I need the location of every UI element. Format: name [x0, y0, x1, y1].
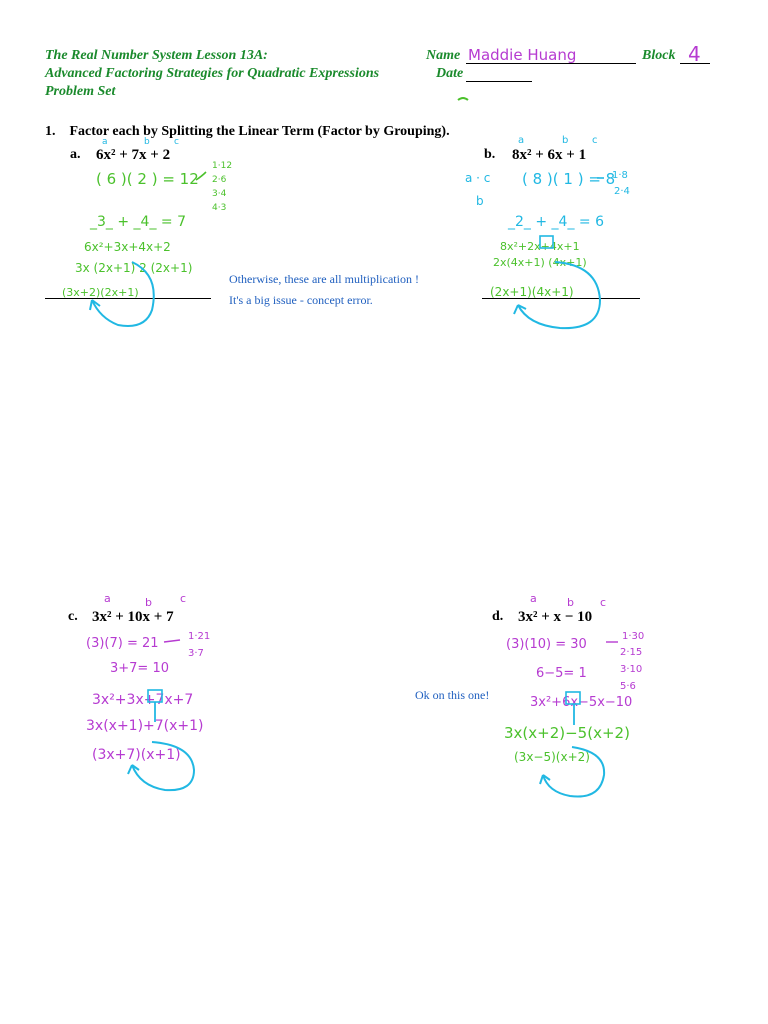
box-c: [148, 690, 162, 702]
part-b-abc-c: c: [592, 135, 598, 146]
name-value: Maddie Huang: [468, 46, 577, 64]
part-c-abc-b: b: [145, 596, 152, 609]
part-a-label: a.: [70, 147, 81, 162]
loop-arrow-c: [132, 742, 194, 790]
part-a-pair-1: 1·12: [212, 161, 233, 171]
part-c-product: (3)(7) = 21: [86, 636, 159, 651]
part-d-pair-4: 5·6: [620, 681, 636, 692]
part-b-note-b: b: [476, 194, 484, 208]
part-c-step1: 3x²+3x+7x+7: [92, 692, 194, 708]
part-b-note-ac: a · c: [465, 171, 491, 185]
part-c-step2: 3x(x+1)+7(x+1): [86, 718, 204, 734]
part-d-step1: 3x²+6x−5x−10: [530, 695, 633, 710]
part-b-abc-a: a: [518, 135, 525, 146]
part-b-expression: 8x² + 6x + 1: [512, 147, 587, 163]
part-a-abc-a: a: [102, 137, 108, 147]
part-c-pair-1: 1·21: [188, 631, 211, 642]
part-a-expression: 6x² + 7x + 2: [96, 147, 171, 163]
part-d-answer: (3x−5)(x+2): [514, 750, 590, 764]
part-c-label: c.: [68, 609, 78, 624]
date-label: Date: [436, 66, 464, 81]
part-d-pair-1: 1·30: [622, 631, 645, 642]
part-d-sum: 6−5= 1: [536, 666, 587, 681]
part-b-step2: 2x(4x+1) (4x+1): [493, 256, 587, 269]
part-d-abc-b: b: [567, 596, 574, 609]
part-b-sum: _2_ + _4_ = 6: [508, 214, 604, 230]
part-d-abc-a: a: [530, 592, 537, 605]
part-d-label: d.: [492, 609, 504, 624]
part-b-pair-2: 2·4: [614, 186, 630, 197]
teacher-comment-d: Ok on this one!: [415, 688, 490, 702]
part-a-sum: _3_ + _4_ = 7: [90, 214, 186, 230]
loop-arrow-a: [92, 262, 154, 326]
loop-arrow-d: [543, 747, 604, 797]
part-c-abc-a: a: [104, 592, 111, 605]
dash-c: [164, 640, 180, 642]
box-b: [540, 236, 553, 248]
loop-arrow-b: [518, 262, 600, 328]
checkmark-a: [196, 172, 206, 180]
teacher-comment-line1: Otherwise, these are all multiplication !: [229, 272, 419, 286]
part-a-abc-c: c: [174, 137, 179, 147]
question-prompt: 1. Factor each by Splitting the Linear Term (Factor by Grouping).: [45, 124, 450, 139]
part-a-abc-b: b: [144, 137, 150, 147]
part-a-step1: 6x²+3x+4x+2: [84, 240, 171, 254]
part-c-pair-2: 3·7: [188, 648, 204, 659]
lesson-subtitle: Advanced Factoring Strategies for Quadratic Expressions: [45, 66, 380, 81]
part-d-abc-c: c: [600, 596, 607, 609]
part-b-pair-1: 1·8: [612, 170, 628, 181]
lesson-title: The Real Number System Lesson 13A:: [45, 48, 268, 63]
box-d: [566, 692, 580, 704]
problem-set-label: Problem Set: [45, 84, 116, 99]
name-label: Name: [426, 48, 461, 63]
block-label: Block: [642, 48, 676, 63]
part-a-pair-3: 3·4: [212, 189, 227, 199]
block-value: 4: [688, 42, 701, 66]
part-b-label: b.: [484, 147, 496, 162]
part-a-step2: 3x (2x+1) 2 (2x+1): [75, 261, 193, 275]
part-c-sum: 3+7= 10: [110, 661, 170, 676]
part-d-product: (3)(10) = 30: [506, 637, 587, 652]
part-d-pair-3: 3·10: [620, 664, 643, 675]
part-a-answer: (3x+2)(2x+1): [62, 286, 139, 299]
part-a-product: ( 6 )( 2 ) = 12: [96, 170, 199, 188]
part-b-step1: 8x²+2x+4x+1: [500, 240, 580, 253]
teacher-comment-line2: It's a big issue - concept error.: [229, 293, 373, 307]
mark-date: [458, 98, 468, 100]
part-b-abc-b: b: [562, 135, 569, 146]
part-c-abc-c: c: [180, 592, 187, 605]
part-a-pair-2: 2·6: [212, 175, 227, 185]
part-b-answer: (2x+1)(4x+1): [490, 285, 574, 299]
part-a-pair-4: 4·3: [212, 203, 227, 213]
part-b-product: ( 8 )( 1 ) = 8: [522, 170, 616, 188]
part-c-expression: 3x² + 10x + 7: [92, 609, 174, 625]
part-d-step2: 3x(x+2)−5(x+2): [504, 724, 630, 742]
part-c-answer: (3x+7)(x+1): [92, 747, 181, 763]
part-d-pair-2: 2·15: [620, 647, 643, 658]
part-d-expression: 3x² + x − 10: [518, 609, 593, 625]
